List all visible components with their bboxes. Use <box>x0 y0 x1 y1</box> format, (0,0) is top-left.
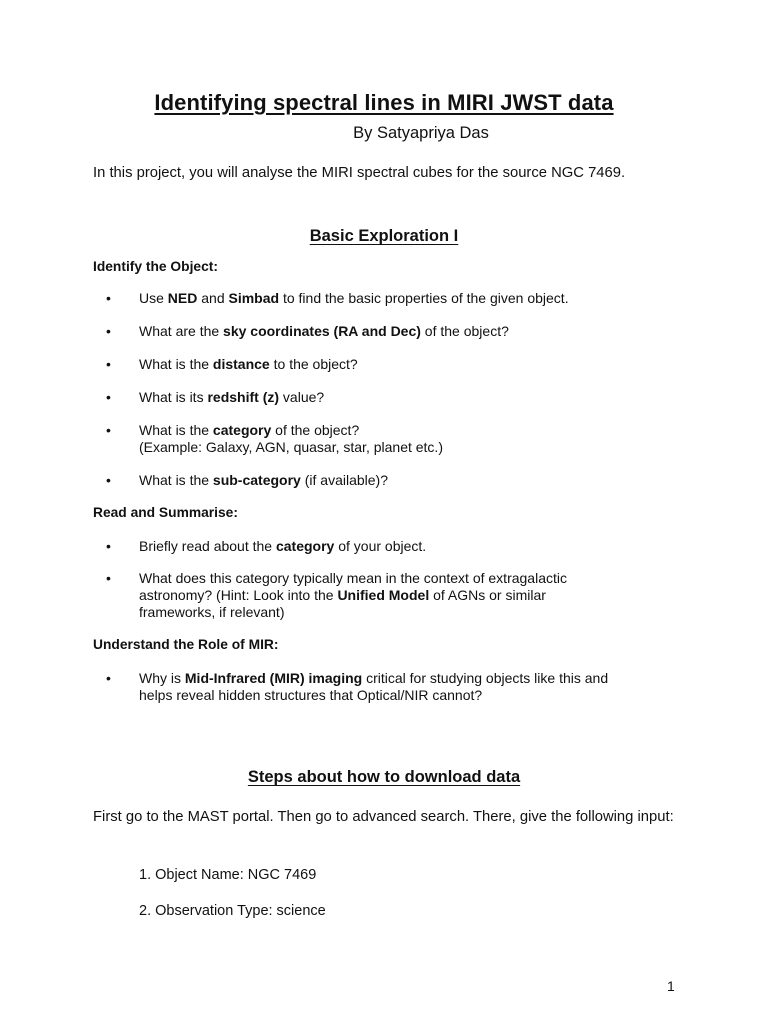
bullet-marker: • <box>106 472 111 488</box>
section-heading-basic-exploration: Basic Exploration I <box>309 227 459 245</box>
step-observation-type: 2. Observation Type: science <box>139 903 326 919</box>
list-item-mir-imaging: Why is Mid-Infrared (MIR) imaging critical for studying objects like this and helps reveal hidden structures that Optical/NIR cannot? <box>139 670 609 703</box>
bullet-marker: • <box>106 389 111 405</box>
step-object-name: 1. Object Name: NGC 7469 <box>139 867 317 883</box>
bullet-marker: • <box>106 422 111 438</box>
list-item-category-meaning: What does this category typically mean in the context of extragalactic astronomy? (Hint: Look into the Unified Model of AGNs or similar frameworks, if relevant) <box>139 570 567 620</box>
list-item-sky-coordinates: What are the sky coordinates (RA and Dec) of the object? <box>139 323 509 339</box>
bullet-marker: • <box>106 670 111 686</box>
list-item-category: What is the category of the object? (Example: Galaxy, AGN, quasar, star, planet etc.) <box>139 422 679 456</box>
section-heading-download-data: Steps about how to download data <box>247 768 521 786</box>
subheading-identify-object: Identify the Object: <box>93 259 218 274</box>
list-item-redshift: What is its redshift (z) value? <box>139 389 325 405</box>
list-item-sub-category: What is the sub-category (if available)? <box>139 472 388 488</box>
intro-paragraph: In this project, you will analyse the MIRI spectral cubes for the source NGC 7469. <box>93 165 626 181</box>
document-title: Identifying spectral lines in MIRI JWST data <box>154 90 614 115</box>
bullet-marker: • <box>106 290 111 306</box>
list-item-ned-simbad: Use NED and Simbad to find the basic properties of the given object. <box>139 290 569 306</box>
download-intro-paragraph: First go to the MAST portal. Then go to advanced search. There, give the following input: <box>93 809 674 825</box>
bullet-marker: • <box>106 538 111 554</box>
bullet-marker: • <box>106 570 111 586</box>
subheading-role-of-mir: Understand the Role of MIR: <box>93 637 279 652</box>
list-item-distance: What is the distance to the object? <box>139 356 358 372</box>
page-number: 1 <box>667 978 675 994</box>
document-author: By Satyapriya Das <box>353 124 489 142</box>
subheading-read-summarise: Read and Summarise: <box>93 505 238 520</box>
list-item-category-example: (Example: Galaxy, AGN, quasar, star, planet etc.) <box>139 439 443 455</box>
bullet-marker: • <box>106 323 111 339</box>
bullet-marker: • <box>106 356 111 372</box>
list-item-read-category: Briefly read about the category of your object. <box>139 538 427 554</box>
